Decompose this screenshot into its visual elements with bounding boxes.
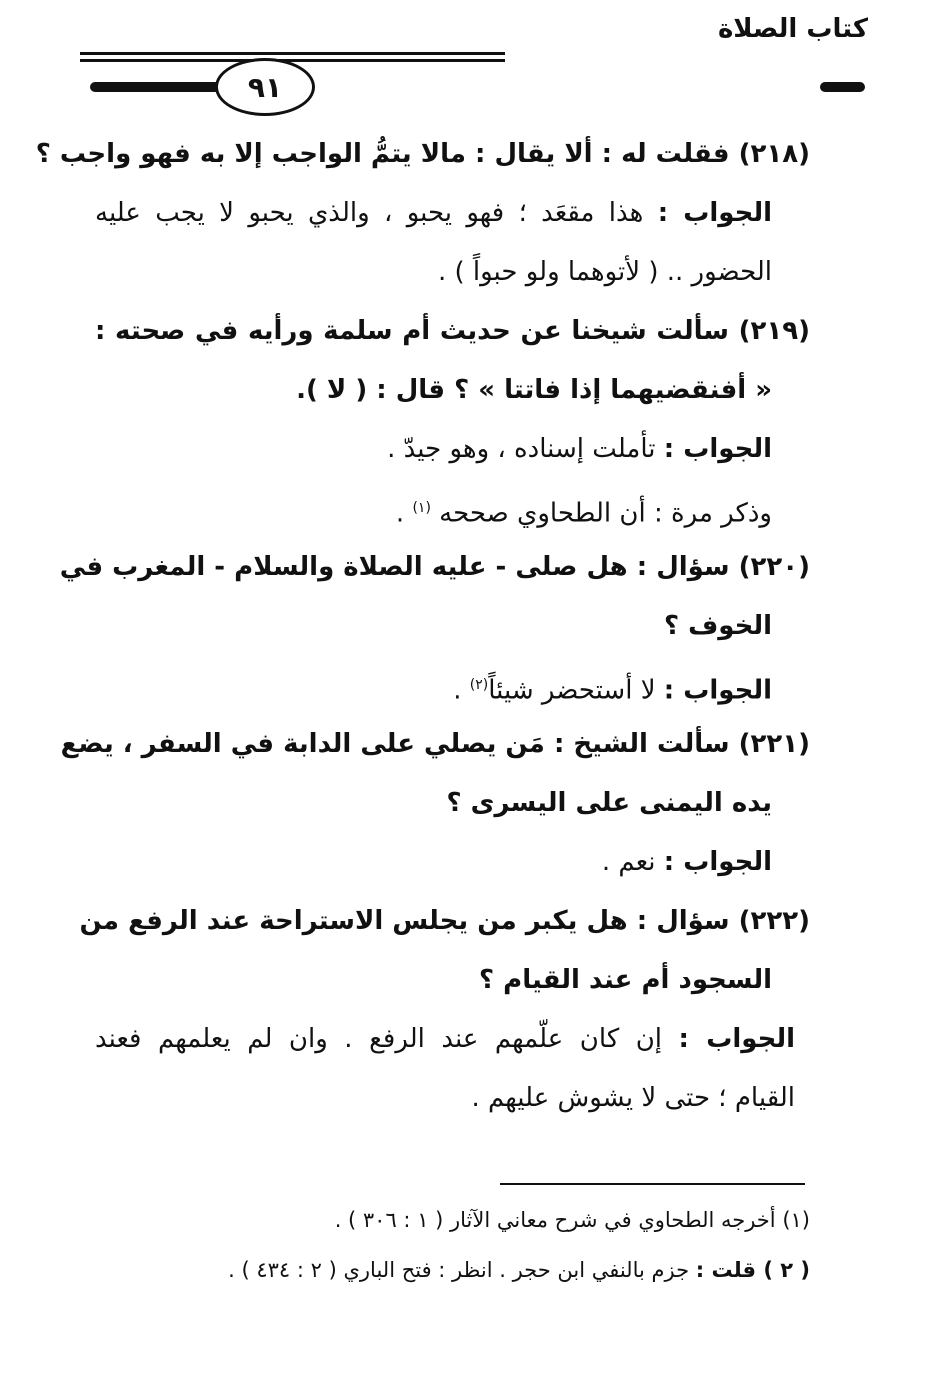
footnote-separator (500, 1183, 805, 1185)
header-ornament-left (90, 82, 220, 92)
page-number: ٩١ (247, 70, 283, 104)
answer-label: الجواب : (663, 675, 772, 706)
book-title: كتاب الصلاة (717, 14, 868, 44)
answer-text: وذكر مرة : أن الطحاوي صححه (439, 498, 772, 529)
page-number-oval (215, 58, 315, 116)
answer-text: نعم . (601, 847, 656, 877)
answer-222-line-2: القيام ؛ حتى لا يشوش عليهم . (471, 1083, 795, 1113)
header-double-rule (80, 52, 505, 62)
question-221-line-2: يده اليمنى على اليسرى ؟ (446, 788, 772, 818)
answer-220-line-1: الجواب : لا أستحضر شيئاً$^{(٢)}$ . (453, 675, 772, 706)
page-content (35, 125, 810, 1128)
question-220-line-2: الخوف ؟ (663, 611, 772, 641)
answer-221-line-1 (95, 833, 810, 892)
answer-text: لا أستحضر شيئاً (488, 675, 656, 706)
answer-text: هذا مقعَد ؛ فهو يحبو ، والذي يحبو لا يجب عليه (95, 198, 644, 228)
question-222-line-1: (٢٢٢) سؤال : هل يكبر من يجلس الاستراحة عند الرفع من (79, 906, 810, 936)
footnote-text: جزم بالنفي ابن حجر . انظر : فتح الباري ( ٢ : ٤٣٤ ) . (228, 1258, 690, 1282)
question-221-line-1: (٢٢١) سألت الشيخ : مَن يصلي على الدابة في السفر ، يضع (60, 729, 810, 759)
answer-text: إن كان علّمهم عند الرفع . وان لم يعلمهم فعند (95, 1024, 663, 1054)
page-header (80, 52, 870, 122)
footnote-marker: (١) (782, 1208, 810, 1232)
footnote-2 (130, 1245, 810, 1295)
answer-label: الجواب : (678, 1024, 795, 1054)
footnote-1 (130, 1195, 810, 1245)
question-219-line-1: (٢١٩) سألت شيخنا عن حديث أم سلمة ورأيه في صحته : (95, 316, 810, 346)
answer-222-line-1 (95, 1010, 810, 1069)
footnote-ref-1: (١) (412, 500, 431, 516)
footnote-marker: ( ٢ ) قلت : (695, 1258, 810, 1282)
question-222-line-2: السجود أم عند القيام ؟ (479, 965, 772, 995)
footnote-text: أخرجه الطحاوي في شرح معاني الآثار ( ١ : ٣٠٦ ) . (334, 1208, 776, 1232)
question-219-line-2: « أفنقضيهما إذا فاتتا » ؟ قال : ( لا ). (296, 375, 772, 405)
answer-label: الجواب : (663, 847, 772, 877)
answer-text: تأملت إسناده ، وهو جيدّ . (387, 434, 656, 464)
question-220-line-1: (٢٢٠) سؤال : هل صلى - عليه الصلاة والسلام - المغرب في (59, 552, 810, 582)
question-218-line-1: (٢١٨) فقلت له : ألا يقال : مالا يتمُّ الواجب إلا به فهو واجب ؟ (35, 139, 810, 169)
answer-219-line-1 (95, 420, 810, 479)
header-ornament-right (820, 82, 865, 92)
answer-218-line-2: الحضور .. ( لأتوهما ولو حبواً ) . (437, 257, 772, 287)
footnotes (130, 1195, 810, 1295)
answer-218-line-1 (95, 184, 810, 243)
answer-label: الجواب : (663, 434, 772, 464)
answer-label: الجواب : (657, 198, 773, 228)
answer-219-line-2: وذكر مرة : أن الطحاوي صححه $^{(١)}$ . (395, 498, 772, 529)
footnote-ref-2: (٢) (469, 677, 489, 693)
